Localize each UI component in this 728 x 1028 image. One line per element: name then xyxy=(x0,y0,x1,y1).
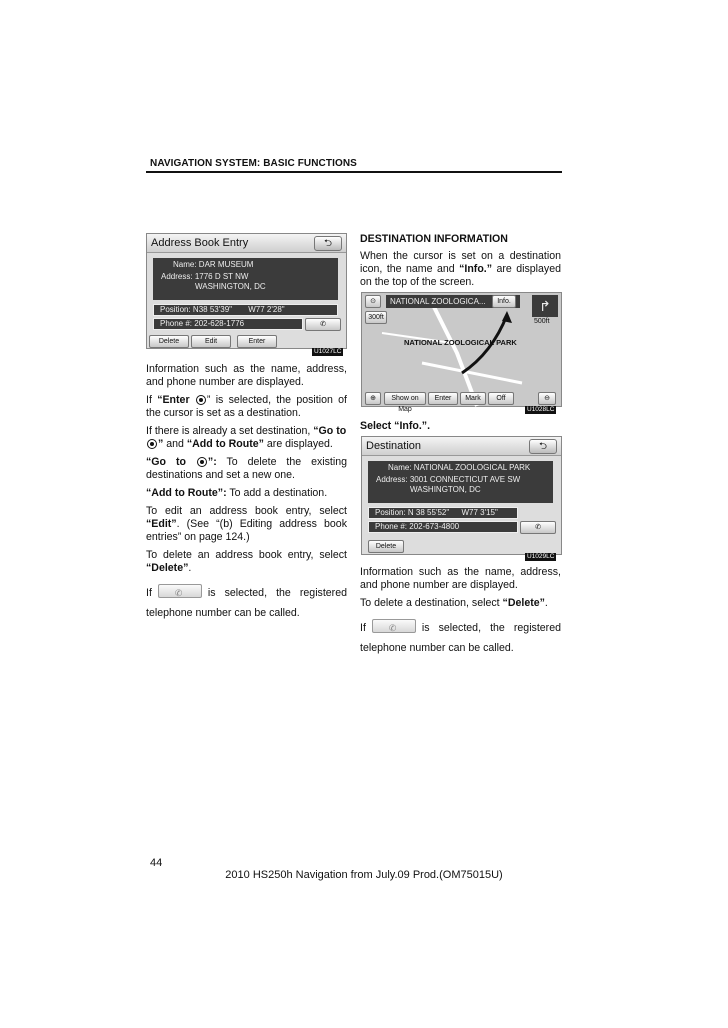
page-number: 44 xyxy=(150,857,163,869)
name-label: Name: xyxy=(173,260,197,269)
delete-button: Delete xyxy=(149,335,189,348)
left-p8: If✆ is selected, the registered telephone number can be called. xyxy=(146,583,347,623)
enter-icon xyxy=(197,457,207,467)
right-lower xyxy=(360,566,561,663)
footer-text: 2010 HS250h Navigation from July.09 Prod.(OM75015U) xyxy=(225,869,503,881)
phone-icon xyxy=(158,584,202,598)
enter-icon xyxy=(196,395,206,405)
map-name: NATIONAL ZOOLOGICA... xyxy=(390,297,486,306)
left-p1: Information such as the name, address, and phone number are displayed. xyxy=(146,363,347,388)
left-p2: If “Enter ” is selected, the position of the cursor is set as a destination. xyxy=(146,394,347,419)
info-button: Info. xyxy=(492,295,516,308)
address-book-screenshot xyxy=(146,233,347,349)
name-value-2: NATIONAL ZOOLOGICAL PARK xyxy=(413,463,531,472)
screen2-title xyxy=(362,437,561,456)
figure-code-1: U1027LC xyxy=(314,348,342,355)
zoom-out-icon: ⊖ xyxy=(538,392,556,405)
position-lat: N38 53'39" xyxy=(192,305,232,314)
phone-row-2 xyxy=(368,521,518,533)
address-label: Address: xyxy=(161,272,193,281)
map-scale: 500ft xyxy=(534,318,550,325)
back-icon: ⮌ xyxy=(529,439,557,454)
enter-button: Enter xyxy=(237,335,277,348)
right-p2: Information such as the name, address, and phone number are displayed. xyxy=(360,566,561,591)
position-row-2 xyxy=(368,507,518,519)
map-info-bar xyxy=(386,295,520,308)
position-lat-2: N 38 55'52" xyxy=(407,508,450,517)
screen-title-text: Address Book Entry xyxy=(151,237,249,249)
address-line2: WASHINGTON, DC xyxy=(195,282,266,291)
header-title: NAVIGATION SYSTEM: BASIC FUNCTIONS xyxy=(150,158,357,169)
left-p3: If there is already a set destination, “Go to ” and “Add to Route” are displayed. xyxy=(146,425,347,450)
name-value: DAR MUSEUM xyxy=(198,260,254,269)
zoom-in-icon: ⊕ xyxy=(365,392,381,405)
delete-button-2: Delete xyxy=(368,540,404,553)
phone-label: Phone #: xyxy=(160,319,193,328)
phone-icon xyxy=(372,619,416,633)
name-label-2: Name: xyxy=(388,463,412,472)
map-poi-label: NATIONAL ZOOLOGICAL PARK xyxy=(404,338,517,347)
address-line1-2: 3001 CONNECTICUT AVE SW xyxy=(409,475,521,484)
destination-screenshot xyxy=(361,436,562,555)
phone-row xyxy=(153,318,303,330)
address-line2-2: WASHINGTON, DC xyxy=(410,485,481,494)
position-lon-2: W77 3'15" xyxy=(461,508,498,517)
position-label-2: Position: xyxy=(375,508,406,517)
show-on-map-button: Show on Map xyxy=(384,392,426,405)
left-p6: To edit an address book entry, select “Edit”. (See “(b) Editing address book entries” on page 124.) xyxy=(146,505,347,543)
enter-icon xyxy=(147,439,157,449)
map-enter-button: Enter xyxy=(428,392,458,405)
edit-button: Edit xyxy=(191,335,231,348)
figure-code-3: U1029LC xyxy=(527,553,555,560)
back-icon: ⮌ xyxy=(314,236,342,251)
right-p3: To delete a destination, select “Delete”. xyxy=(360,597,548,609)
address-label-2: Address: xyxy=(376,475,408,484)
left-column xyxy=(146,363,347,628)
address-line1: 1776 D ST NW xyxy=(194,272,249,281)
turn-arrow-icon: ↱ xyxy=(532,295,558,317)
phone-value-2: 202-673-4800 xyxy=(409,522,460,531)
left-p4: “Go to ”: To delete the existing destinations and set a new one. xyxy=(146,456,348,481)
off-button: Off xyxy=(488,392,514,405)
screen2-title-text: Destination xyxy=(366,440,422,452)
header-rule xyxy=(146,171,562,173)
map-dist: 300ft xyxy=(365,311,387,324)
right-p4: If✆ is selected, the registered telephone number can be called. xyxy=(360,618,561,658)
call-icon-2: ✆ xyxy=(520,521,556,534)
info-panel-2 xyxy=(368,461,553,503)
screen-title xyxy=(147,234,346,253)
map-compass-icon: ⊙ xyxy=(365,295,381,308)
select-info-text: Select “Info.”. xyxy=(360,420,431,432)
phone-value: 202-628-1776 xyxy=(194,319,245,328)
section-title: DESTINATION INFORMATION xyxy=(360,233,508,245)
right-p1: When the cursor is set on a destination icon, the name and “Info.” are displayed on the top of the screen. xyxy=(360,250,561,288)
call-icon: ✆ xyxy=(305,318,341,331)
right-column xyxy=(360,233,561,294)
left-p7: To delete an address book entry, select “Delete”. xyxy=(146,549,347,574)
position-row xyxy=(153,304,338,316)
position-label: Position: xyxy=(160,305,191,314)
left-p5: “Add to Route”: To add a destination. xyxy=(146,487,328,499)
info-panel xyxy=(153,258,338,300)
phone-label-2: Phone #: xyxy=(375,522,408,531)
position-lon: W77 2'28" xyxy=(248,305,285,314)
figure-code-2: U1028LC xyxy=(527,406,555,413)
mark-button: Mark xyxy=(460,392,486,405)
